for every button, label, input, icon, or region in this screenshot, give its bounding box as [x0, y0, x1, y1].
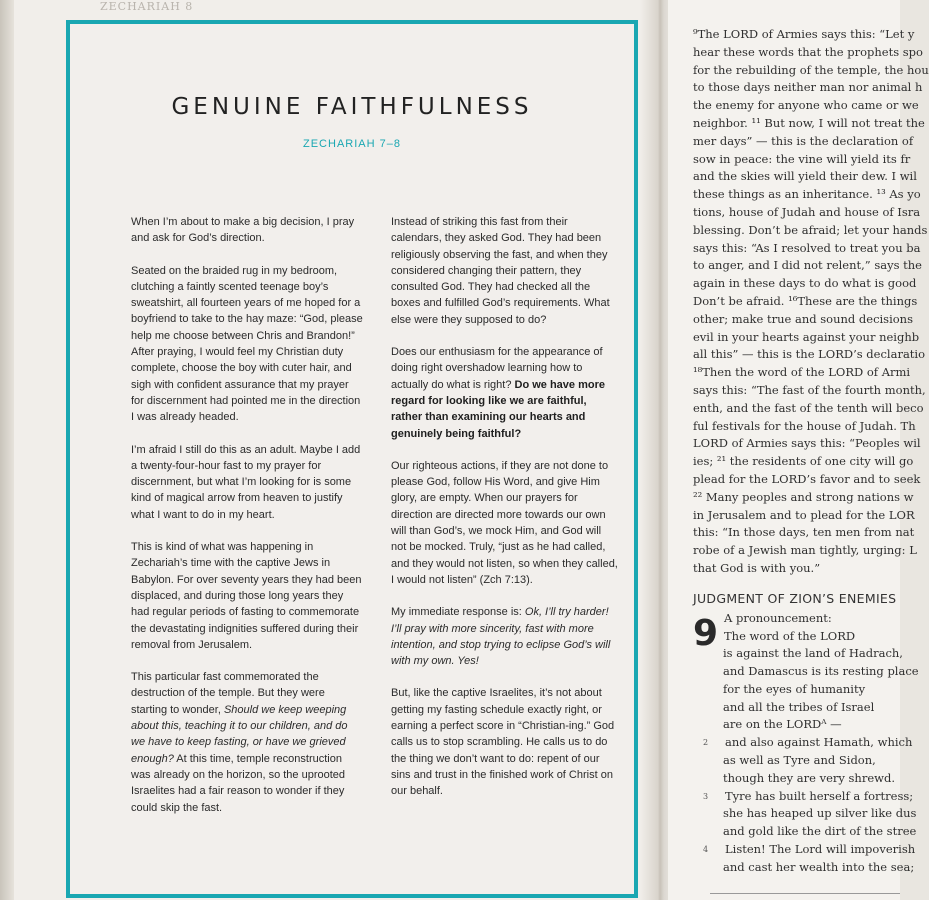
paragraph: I’m afraid I still do this as an adult. Maybe I add a twenty-four-hour fast to my prayer for discernment, but what I’m looking for is some kind of magical arrow from heaven to justify what I want to do in my heart. — [131, 443, 361, 521]
scripture-line: enth, and the fast of the tenth will beco — [693, 400, 924, 415]
poem-text: for the eyes of humanity — [723, 681, 866, 696]
scripture-line: all this” — this is the LORD’s declaratio — [693, 347, 926, 362]
poem-line — [693, 770, 908, 788]
scripture-line: and the skies will yield their dew. I wil — [693, 169, 917, 184]
paragraph: When I’m about to make a big decision, I pray and ask for God’s direction. — [131, 216, 355, 245]
poem-text: The word of the LORD — [724, 628, 856, 643]
poem-line — [693, 805, 917, 823]
poem-line — [693, 823, 917, 841]
sidebar-left-column — [131, 214, 363, 832]
paragraph — [131, 669, 363, 816]
scripture-line: plead for the LORD’s favor and to seek — [693, 471, 921, 486]
sidebar-reference: ZECHARIAH 7–8 — [303, 138, 401, 150]
scripture-line: ful festivals for the house of Judah. Th — [693, 418, 916, 433]
footnote-rule — [710, 893, 900, 894]
text-run: Does our enthusiasm for the appearance of doing right overshadow learning how to actually do what is right? — [391, 346, 603, 391]
scripture-line: other; make true and sound decisions — [693, 311, 913, 326]
scripture-line: again in these days to do what is good — [693, 276, 917, 291]
poem-line — [693, 645, 908, 663]
text-run: My immediate response is: — [391, 606, 525, 619]
scripture-line: says this: “The fast of the fourth month, — [693, 382, 926, 397]
poem-text: though they are very shrewd. — [723, 770, 896, 785]
paragraph: But, like the captive Israelites, it’s not about getting my fasting schedule exactly right, or earning a perfect score in “Christian-ing.” God calls us to stop scrambling. He calls us to do the thing we don’t want to do: repent of our sins and trust in the finished work of Christ on our behalf. — [391, 687, 615, 798]
paragraph: This is kind of what was happening in Zechariah’s time with the captive Jews in Babylon. For over seventy years they had been displaced, and during those long years they had regular periods of fasting to commemorate the devastating indignities suffered during their removal from Jerusalem. — [131, 541, 362, 651]
scripture-line: to those days neither man nor animal h — [693, 80, 923, 95]
scripture-line: ies; ²¹ the residents of one city will go — [693, 454, 914, 469]
poem-line — [693, 699, 908, 717]
scripture-line: sow in peace: the vine will yield its fr — [693, 151, 911, 166]
poem-text: Tyre has built herself a fortress; — [725, 788, 914, 803]
page-edge — [0, 0, 14, 900]
scripture-line: evil in your hearts against your neighb — [693, 329, 920, 344]
poem-line — [693, 716, 908, 734]
paragraph: Instead of striking this fast from their calendars, they asked God. They had been religiously observing the fast, and when they considered changing their pattern, they consulted God. They had checked all the boxes and fulfilled God’s requirements. What else were they supposed to do? — [391, 216, 610, 326]
scripture-line: ¹⁸Then the word of the LORD of Armi — [693, 365, 911, 380]
sidebar-title: GENUINE FAITHFULNESS — [171, 94, 533, 120]
bold-run: Do we have more regard for looking like we are faithful, rather than examining our hearts and genuinely being faithful? — [391, 378, 605, 440]
poem-text: and gold like the dirt of the stree — [723, 824, 917, 839]
poem-line — [693, 610, 908, 628]
devotional-sidebar — [66, 20, 638, 898]
paragraph — [391, 344, 619, 442]
scripture-line: for the rebuilding of the temple, the hou — [693, 62, 929, 77]
poem-line — [693, 752, 908, 770]
poem-line — [693, 681, 908, 699]
poem-line — [693, 841, 916, 859]
poem-text: and all the tribes of Israel — [723, 699, 875, 714]
chapter-heading: JUDGMENT OF ZION’S ENEMIES — [693, 590, 897, 606]
italic-run: Should we keep weeping about this, teaching it to our children, and do we have to keep fasting, or have we grieved enough? — [131, 703, 348, 765]
scripture-line: this: “In those days, ten men from nat — [693, 525, 915, 540]
poem-line — [693, 663, 919, 681]
scripture-line: tions, house of Judah and house of Isra — [693, 204, 921, 219]
text-run: At this time, temple reconstruction was already on the horizon, so the uprooted Israelites had a fair reason to wonder if they could skip the fast. — [131, 752, 346, 814]
poem-line — [693, 628, 908, 646]
paragraph — [391, 604, 619, 669]
chapter-number: 9 — [693, 613, 719, 654]
scripture-line: neighbor. ¹¹ But now, I will not treat the — [693, 115, 925, 130]
scripture-line: ²² Many peoples and strong nations w — [693, 489, 914, 504]
poem-text: are on the LORDᴬ — — [723, 717, 842, 732]
poem-line — [693, 859, 915, 877]
poem-text: she has heaped up silver like dus — [723, 806, 917, 821]
scripture-line: blessing. Don’t be afraid; let your hands — [693, 222, 928, 237]
poem-line — [693, 734, 913, 752]
verse-number: 2 — [703, 738, 709, 748]
poem-text: and also against Hamath, which — [725, 735, 913, 750]
scripture-line: these things as an inheritance. ¹³ As yo — [693, 187, 921, 202]
poem-text: as well as Tyre and Sidon, — [723, 753, 876, 768]
scripture-line: ⁹The LORD of Armies says this: “Let y — [693, 27, 915, 41]
paragraph: Our righteous actions, if they are not done to please God, follow His Word, and give Him glory, are empty. When our prayers for direction are directed more towards our own will than God’s, we mock Him, and God will not be mocked. Truly, “just as he had called, and they would not listen, so when they called, I would not listen” (Zch 7:13). — [391, 459, 618, 586]
scripture-line: robe of a Jewish man tightly, urging: L — [693, 543, 917, 558]
paragraph: Seated on the braided rug in my bedroom, clutching a faintly scented teenage boy’s sweatshirt, all fourteen years of me hoped for a boyfriend to take to the hay maze: “God, please help me choose between Chris and Brandon!” After praying, I would feel my Christian duty complete, choose the boy with cuter hair, and sigh with confident assurance that my prayer for discernment had pointed me in the direction I was already headed. — [131, 264, 363, 424]
poem-text: is against the land of Hadrach, — [723, 646, 903, 661]
scripture-line: the enemy for anyone who came or we — [693, 98, 919, 113]
scripture-line: Don’t be afraid. ¹⁶These are the things — [693, 293, 918, 308]
scripture-line: says this: “As I resolved to treat you ba — [693, 240, 921, 255]
poem-text: A pronouncement: — [724, 610, 832, 625]
verse-number: 4 — [703, 845, 709, 855]
scripture-line: mer days” — this is the declaration of — [693, 133, 914, 148]
poem-text: Listen! The Lord will impoverish — [725, 842, 916, 857]
scripture-line: that God is with you.” — [693, 560, 821, 575]
sidebar-right-column — [391, 214, 619, 816]
scripture-line: hear these words that the prophets spo — [693, 44, 923, 59]
poem-text: and Damascus is its resting place — [723, 664, 919, 679]
running-header: ZECHARIAH 8 — [100, 0, 194, 13]
text-run: This particular fast commemorated the destruction of the temple. But they were starting to wonder, — [131, 671, 325, 716]
scripture-line: in Jerusalem and to plead for the LOR — [693, 507, 915, 522]
verse-number: 3 — [703, 791, 709, 801]
scripture-line: LORD of Armies says this: “Peoples wil — [693, 436, 921, 451]
poem-line — [693, 788, 914, 806]
poem-text: and cast her wealth into the sea; — [723, 859, 915, 874]
italic-run: Ok, I’ll try harder! I’ll pray with more sincerity, fast with more intention, and stop trying to eclipse God’s will with my own. Yes! — [391, 606, 611, 668]
scripture-text — [693, 26, 929, 877]
scripture-line: to anger, and I did not relent,” says the — [693, 258, 922, 273]
